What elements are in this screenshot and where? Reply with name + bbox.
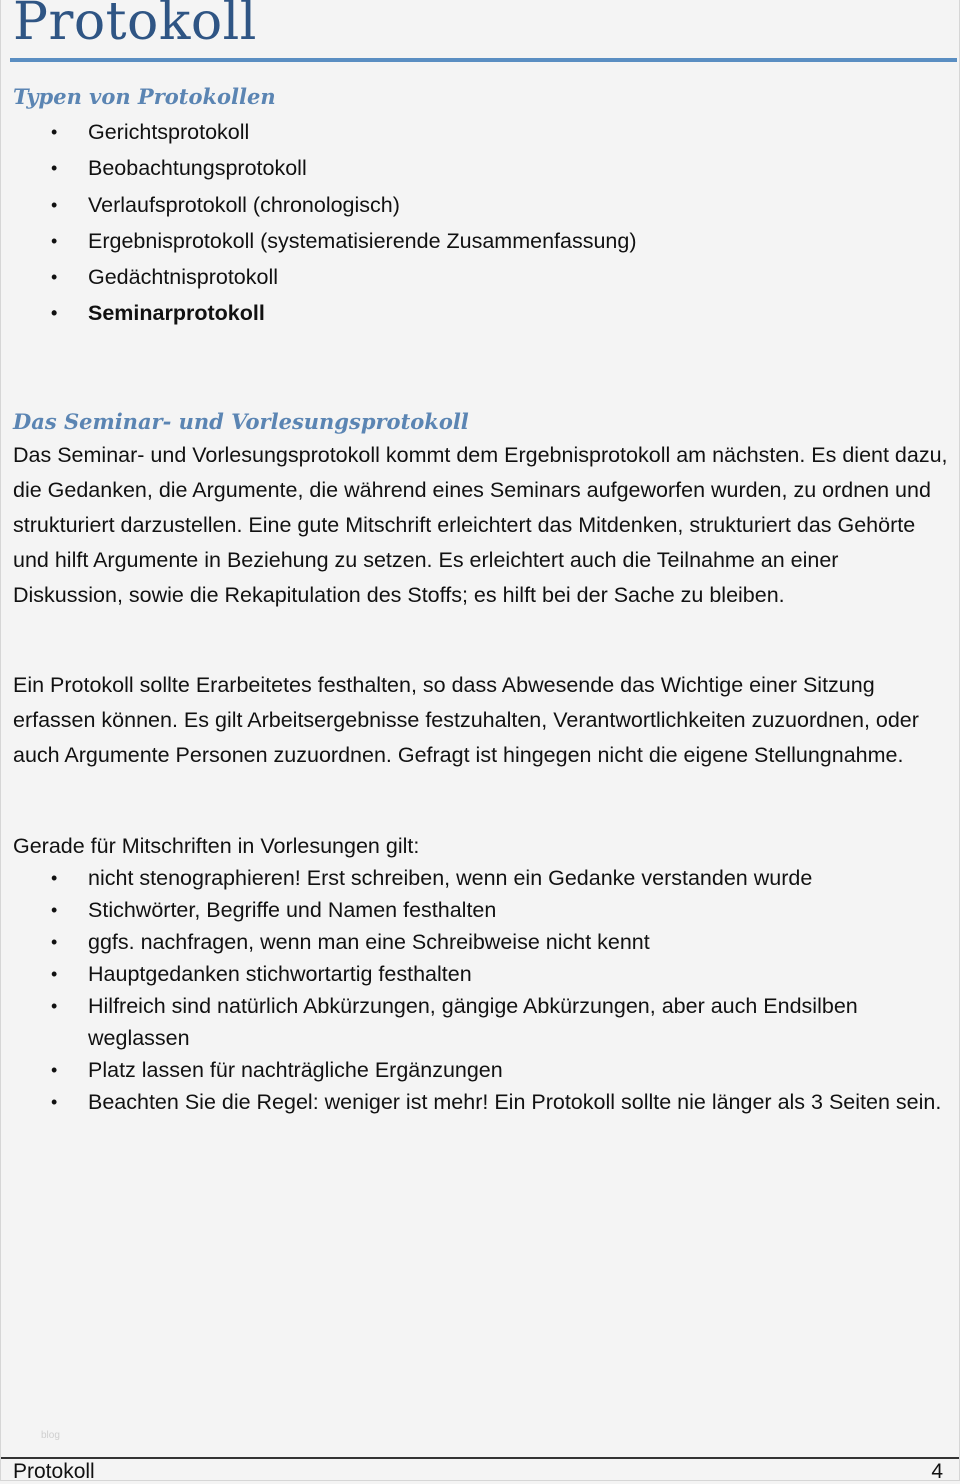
bullet-icon: • <box>51 868 58 888</box>
bullet-icon: • <box>51 932 58 952</box>
bullet-icon: • <box>51 267 58 288</box>
list-intro: Gerade für Mitschriften in Vorlesungen gilt: <box>13 834 420 858</box>
list-item: • Verlaufsprotokoll (chronologisch) <box>1 187 948 223</box>
bullet-icon: • <box>51 194 58 215</box>
bullet-icon: • <box>51 303 58 324</box>
list-item: • Ergebnisprotokoll (systematisierende Zusammenfassung) <box>1 223 948 259</box>
list-item: • Hauptgedanken stichwortartig festhalten <box>1 958 948 990</box>
list-item: • Gedächtnisprotokoll <box>1 259 948 295</box>
bullet-icon: • <box>51 158 58 179</box>
lecture-notes-list <box>1 862 948 1118</box>
watermark: blog <box>41 1430 60 1441</box>
footer-divider <box>1 1457 959 1459</box>
list-item: • ggfs. nachfragen, wenn man eine Schreibweise nicht kennt <box>1 926 948 958</box>
bullet-icon: • <box>51 230 58 251</box>
bullet-icon: • <box>51 1060 58 1080</box>
page-number: 4 <box>931 1460 943 1483</box>
list-item: • Platz lassen für nachträgliche Ergänzungen <box>1 1054 948 1086</box>
bullet-icon: • <box>51 122 58 142</box>
list-item: • nicht stenographieren! Erst schreiben, wenn ein Gedanke verstanden wurde <box>1 862 948 894</box>
list-item: • Stichwörter, Begriffe und Namen festhalten <box>1 894 948 926</box>
list-item: • Beachten Sie die Regel: weniger ist mehr! Ein Protokoll sollte nie länger als 3 Seiten sein. <box>1 1086 948 1118</box>
paragraph-purpose: Ein Protokoll sollte Erarbeitetes festhalten, so dass Abwesende das Wichtige einer Sitzung erfassen können. Es gilt Arbeitsergebnisse festzuhalten, Verantwortlichkeiten zuzuordnen, oder auch Argumente Personen zuzuordnen. Gefragt ist hingegen nicht die eigene Stellungnahme. <box>13 673 919 767</box>
list-item: • Beobachtungsprotokoll <box>1 150 948 186</box>
title-underline <box>10 58 957 62</box>
list-item: • Seminarprotokoll <box>1 295 948 331</box>
protocol-types-list <box>1 114 948 332</box>
section-heading-seminar: Das Seminar- und Vorlesungsprotokoll <box>13 409 469 434</box>
bullet-icon: • <box>51 900 58 920</box>
paragraph-intro: Das Seminar- und Vorlesungsprotokoll kommt dem Ergebnisprotokoll am nächsten. Es dient dazu, die Gedanken, die Argumente, die während eines Seminars aufgeworfen wurden, zu ordnen und strukturiert darzustellen. Eine gute Mitschrift erleichtert das Mitdenken, strukturiert das Gehörte und hilft Argumente in Beziehung zu setzen. Es erleichtert auch die Teilnahme an einer Diskussion, sowie die Rekapitulation des Stoffs; es hilft bei der Sache zu bleiben. <box>13 443 948 607</box>
bullet-icon: • <box>51 1092 58 1112</box>
list-item: • Hilfreich sind natürlich Abkürzungen, gängige Abkürzungen, aber auch Endsilben weglassen <box>1 990 918 1054</box>
bullet-icon: • <box>51 996 58 1016</box>
footer-title: Protokoll <box>13 1460 95 1483</box>
list-item: • Gerichtsprotokoll <box>1 114 948 150</box>
section-heading-types: Typen von Protokollen <box>13 84 276 109</box>
bullet-icon: • <box>51 964 58 984</box>
page-title: Protokoll <box>13 0 257 52</box>
